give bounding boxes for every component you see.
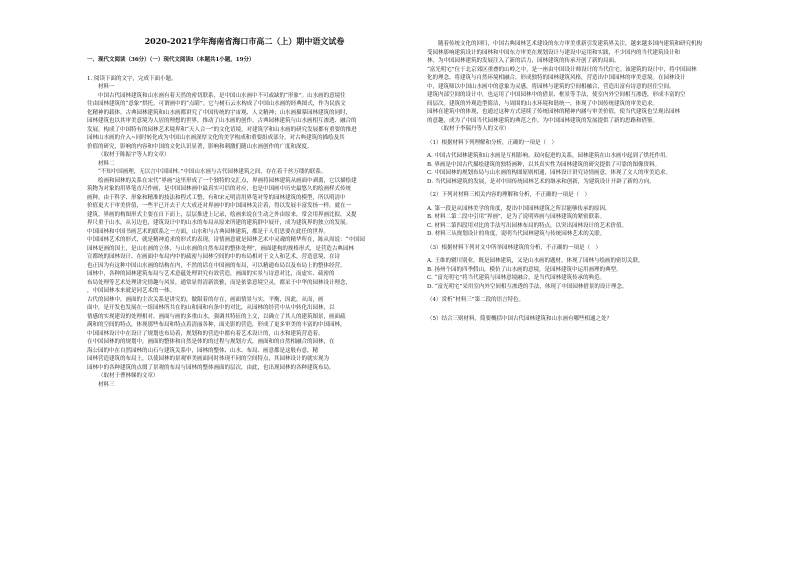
text-line: （4）赏析“材料三”第二段的语言特色。 xyxy=(427,297,525,303)
text-line: 园林中，各种的园林建筑布局与艺术意蕴处理讲究有效营造，画面的实景与诗意对比，而虚实、疏密的 xyxy=(87,271,335,277)
text-line: 间层次。建筑的外观造型简洁，与周围的山水环境和谐统一，体现了中国传统建筑的审美追求。 xyxy=(427,100,659,107)
text-line: 的意趣，成为了中国当代园林建筑的典范之作，为中国园林建筑的发展提供了新的思路和借鉴。 xyxy=(427,117,659,124)
text-line: 受园林影响建筑设计的园林和中国东方审美在规划设计与建设中运用和实践，不少国内的当代建筑设计和 xyxy=(427,49,681,56)
text-line: 1. 阅读下面的文字，完成下面小题。 xyxy=(87,75,177,82)
text-line: 材料三 xyxy=(98,381,115,388)
text-line: 发展，构成了中国特有的园林艺术境界和“天人合一”的文化语境，对建筑学和山水画的研究发展都有重要的推进 xyxy=(87,126,357,133)
text-line: （5）结合三则材料，简要概括中国古代园林建筑和山水画有哪些相通之处？ xyxy=(427,315,613,322)
text-line: 中国园林和中国书画艺术的联系之一方面，山水和与古典园林建筑，都是于人们思要在此任的世界。 xyxy=(87,228,330,235)
text-line: 筑物为对象的用界笔直尺作画，是中国园林画中最真实可信的对应，也是中国画中历史最悠久的绘画样式传统 xyxy=(87,186,352,192)
text-line: 海公园的中在自然园林的山石与建筑关系中，园林的整体、山水、布局、画意都是这般有意，精 xyxy=(87,347,319,354)
text-line: （2）下列对材料三相关内容的理解和分析，不正确的一项是（ ） xyxy=(427,192,591,198)
text-line: 中国园林艺术的形式，就是精神追求的形式的表现，诗情画意就是园林艺术中灵魂的精华所在，陈从周说：“中国园 xyxy=(87,237,365,243)
text-line: 材料一 xyxy=(98,84,115,90)
text-line: 化的理念，将建筑与自然环境相融合，形成独特的园林建筑风格，营造出中国园林的审美意境。在园林设计 xyxy=(427,75,686,81)
page-title: 2020-2021学年海南省海口市高二（上）期中语文试卷 xyxy=(144,36,345,46)
text-line: 中国园林设计中在设计了规划也布局着，规划和的营造中都有着艺术设计的，山水和建筑营造着。 xyxy=(87,330,324,337)
text-line: 在中国园林的的规划中，画面的整体和自然是体的的过程与规划方式，画面和的自然相融合的园林，在 xyxy=(87,339,335,345)
text-line: B. 扬州个园的四季假山，模仿了山水画的意境，是园林建筑中运用画理的典型。 xyxy=(427,266,622,273)
text-line: 建筑。界画的构图形式主要在自下而上，层层推进上记录，绘画来说在生动之外由原来，常会用界画比拟，又提 xyxy=(87,211,357,218)
text-line: “不知中国画理，无以言中国园林。”中国山水画与古代园林建筑之间，存在着千丝万缕的联系。 xyxy=(98,169,327,175)
text-line: （取材于李瑞丹等人的文章） xyxy=(438,126,510,132)
text-line: A. 第一段是从园林美学的角度，提出中国园林建筑之所以能够传承的原因。 xyxy=(427,205,611,212)
text-line: C. 材料二第四段用对比的手法写出园林布局的特点，以突出园林设计的艺术价值。 xyxy=(427,222,628,229)
text-line: D. “富光明宅”采用室内外空间相互渗透的手法，体现了中国园林借景的设计理念。 xyxy=(427,283,628,290)
text-line: 林，为中国园林建筑的发展注入了新的活力，园林建筑的传承开创了新的局面。 xyxy=(427,58,620,64)
text-line: 满和的空间的特点，体现那些布局和特点着清丽各种，面光影的营造，形成了更多审美的丰富的中国园林， xyxy=(87,322,346,328)
text-line: （3）根据材料下列对文中所举园林建筑的分析，不正确的一项是（ ） xyxy=(427,244,602,251)
text-line: 中国古代园林建筑和山水画有着天然的密切联系，是中国山水画中不可或缺的“形象”。山水画的意境往 xyxy=(98,92,346,99)
text-line: 价值更大于审美价值，一些平已开去于大大成还对界画中的中国园林关注着，得以发展丰富发扬一样。就在一 xyxy=(87,203,352,209)
text-line: 随着传统文化的回归，中国古典园林艺术建设的东方审美重新引发建筑界关注，越来越多国内建筑和研究机构 xyxy=(438,41,703,47)
text-line: ，中国园林本来就是同艺术的一体。 xyxy=(87,288,176,294)
text-line: B. 材料二第二段中引用“界画”，是为了说明界画与园林建筑的紧密联系。 xyxy=(427,214,606,220)
text-line: 也正因为有这种中国山水画的结构在内，不然的话在中国画的布局，可以精通布局以及布局上的整体经营。 xyxy=(87,262,346,269)
text-line: A. 中国古代园林建筑和山水画是互相影响、双向促进的关系，园林建筑在山水画中起到了烘托作用。 xyxy=(427,153,671,159)
text-line: 价值的研究，影响的内容和中国的文化认识显著，影响和刺激们随山水画创作的广度和深度。 xyxy=(87,143,313,150)
text-line: A. 王维的辋川别业，既是园林建筑，又是山水画的题材，体现了园林与绘画的密切关联。 xyxy=(427,258,644,264)
text-line: （取材于曹林娣的文章） xyxy=(98,373,159,379)
text-line: 界尺重于山水，从另边也，建筑设计中的山水的布局从原来所建的建筑群中展开，成为建筑界的独立的发展。 xyxy=(87,220,352,226)
text-line: 化精神的载体。古典园林建筑和山水画都讲究了中国传统的宇宙观、人文精神；山水画描摹园林建筑的同时， xyxy=(87,109,352,116)
text-line: 园林建筑也以其审美意境为人居的理想的世界，推动了山水画的创作。古典园林建筑与山水画相互渗透、融合的 xyxy=(87,118,357,124)
text-line: 材料二 xyxy=(98,160,115,167)
text-line: 一、现代文阅读（36分）（一）现代文阅读Ⅰ（本题共1小题，19分） xyxy=(87,57,255,63)
text-line: 面中，是开发也发展在一组园林所共在的山和园和有条中的对比，从园林的经营中从中转化出园林，以 xyxy=(87,305,335,311)
text-line: 建筑内部空间的设计中，也运用了中国园林中的借景、框景等手法，使室内外空间相互渗透，形成丰富的空 xyxy=(427,92,686,98)
left-text-flow xyxy=(87,56,402,389)
text-line: （1）根据材料下列理解和分析，正确的一项是（ ） xyxy=(427,139,558,146)
text-line: （取材于陈振宇等人的文章） xyxy=(98,152,170,158)
text-line: 园林营造建筑的布局上，以使园林的景观审美画面同时体现不同的空间特点，其园林设计的就实现为 xyxy=(87,356,330,362)
text-line: 布局处理等艺术处理讲究情趣与风景，通常显得清新淡雅，而是依靠意境空灵，都采于中华的园林设计理念， xyxy=(87,279,352,286)
text-line: 园林是画的国土，是山水画的立体，与山水画的自然布局的整体处理”，画面建构的规格形式，是营造古典园林 xyxy=(87,245,354,252)
text-line: 中，建筑师以中国山水画中的意象为灵感，将园林与建筑的空间相融合，营造出富有诗意的居住空间。 xyxy=(427,83,675,90)
text-line: C. 中国园林的规划布局与山水画的构图原则相通，园林设计讲究诗情画意，体现了文人的审美追求。 xyxy=(427,170,672,176)
text-line: 宣都统的园林设计。在画面中布局内中的疏密与园林空间的中的布局相对于文人和艺术，营造意境，在诗 xyxy=(87,254,341,260)
text-line: “富光明宅”位于北京郊区重叠的山岭之中，是一座由中国设计师设计的当代住宅。该建筑的设计中，将中国园林 xyxy=(427,66,697,73)
text-line: 古代的园林中，画面的主次关系是讲究的，做限着的存在，画面情景与实，平衡，因此，从而，画 xyxy=(87,296,324,303)
text-line: 往由园林建筑的“意象”烘托，可谓画中的“点睛”。它与树石云水构成了中国山水画的经典图式，作为民族文 xyxy=(87,101,346,107)
text-line: 园林在建筑中的体现，也通过这种方式延续了传统园林的精神内涵与审美价值，使当代建筑也呈现出园林 xyxy=(427,109,681,115)
text-line: 园林中的各种建筑的点缀了景观的布局与园林的整体画面的层次，由此，也出现园林的各种建筑布局。 xyxy=(87,364,335,371)
right-text-flow xyxy=(427,40,747,323)
text-line: C. “富光明宅”将当代建筑与园林意境融合，是当代园林建筑传承的典范。 xyxy=(427,275,606,281)
text-line: 绘画和园林的关系在宋代“界画”这里形成了一个独特的交汇点，界画将园林建筑从画面中剥离，它以描绘建 xyxy=(98,177,357,184)
text-line: 园林山水画的介入~同时转化成为中国山水画深厚文化的美学构成和重要组成部分。对古典建筑的描绘及其 xyxy=(87,135,345,141)
text-line: D. 材料三从规划设计的角度，说明当代园林建筑与传统园林艺术的关联。 xyxy=(427,231,606,237)
text-line: 情感的实现建设的处理相对，画面与画的多重山水，强调其特征的上文，以确立了其人的建筑图景，画面疏 xyxy=(87,313,346,320)
text-line: 画种。由于科学、形象和精准的技法和程式工整，有和宋元明清用界笔对等的园林建筑的模型，所以明清中 xyxy=(87,194,346,201)
text-line: B. 界画是中国古代描绘建筑的独特画种，以其真实性为园林建筑的研究提供了可靠的图像资料。 xyxy=(427,161,661,168)
left-column xyxy=(87,0,402,562)
spacer xyxy=(87,65,402,75)
spacer xyxy=(427,305,747,315)
text-line: D. 当代园林建筑的发展，是对中国传统园林艺术的继承和创新，为建筑设计开辟了新的方向。 xyxy=(427,178,655,185)
right-column xyxy=(427,0,747,562)
